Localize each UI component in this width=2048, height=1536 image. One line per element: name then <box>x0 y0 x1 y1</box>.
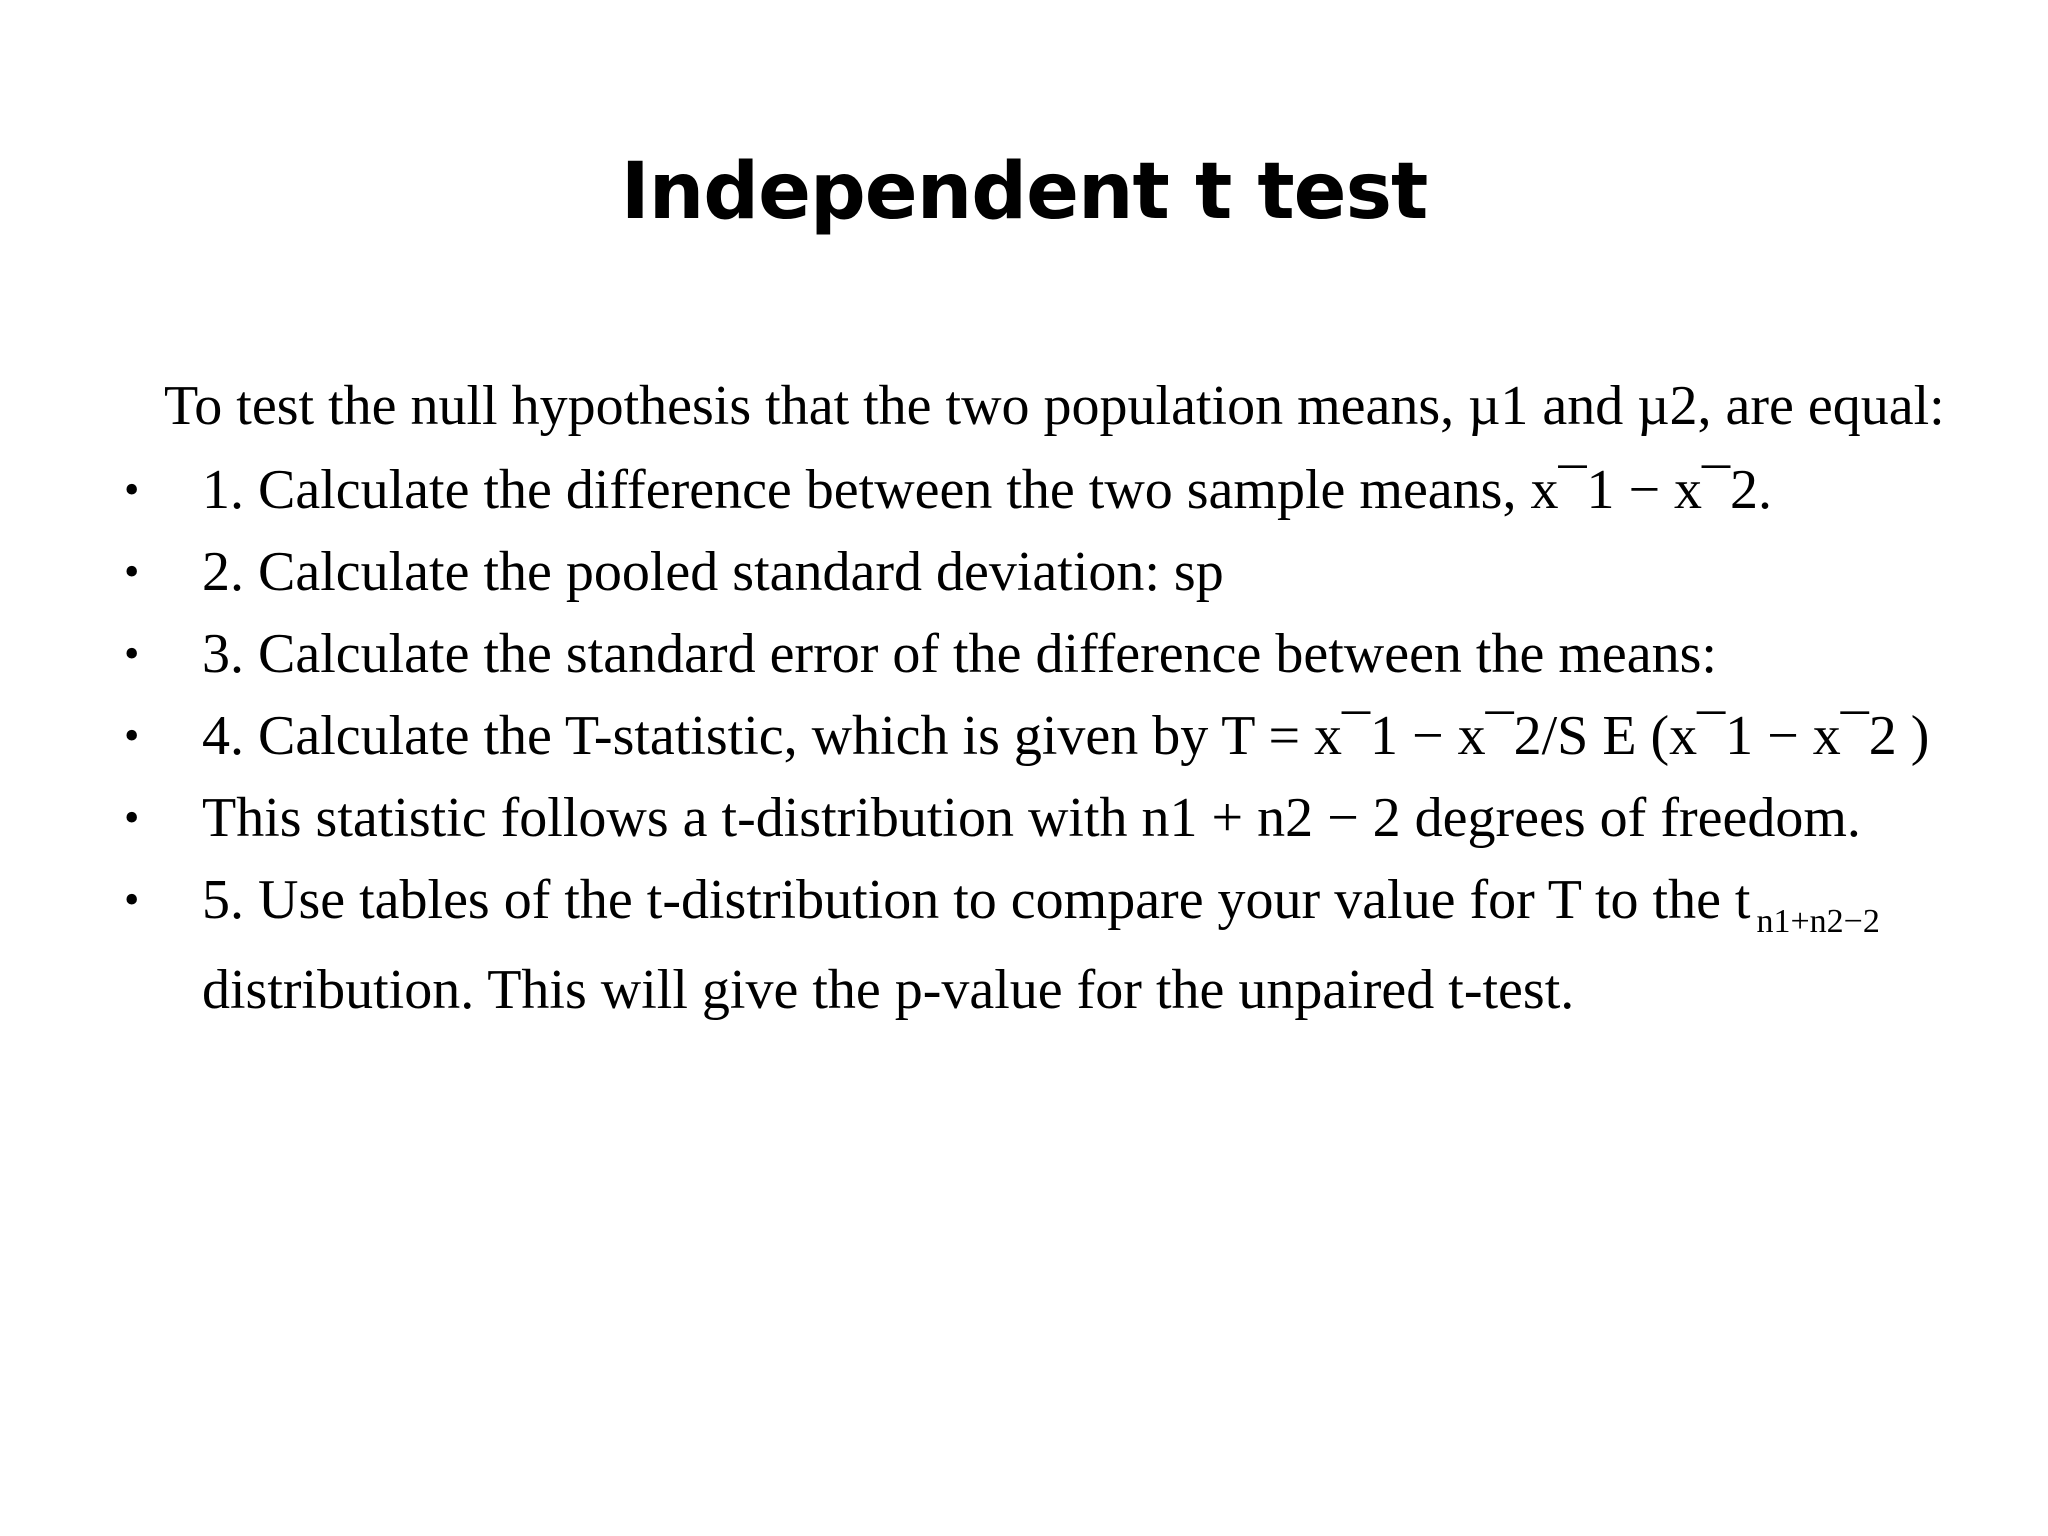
list-item <box>124 620 1984 688</box>
bullet-icon: • <box>124 547 140 596</box>
slide-body <box>124 372 1984 1038</box>
list-item-text: 4. Calculate the T-statistic, which is given by T = x¯1 − x¯2/S E (x¯1 − x¯2 ) <box>202 705 1930 767</box>
list-item-text: This statistic follows a t-distribution with n1 + n2 − 2 degrees of freedom. <box>202 787 1861 849</box>
bullet-icon: • <box>124 629 140 678</box>
list-item-text: 2. Calculate the pooled standard deviation: sp <box>202 541 1224 603</box>
list-item-text: 1. Calculate the difference between the two sample means, x¯1 − x¯2. <box>202 459 1773 521</box>
list-item-text: 5. Use tables of the t-distribution to compare your value for T to the t <box>202 869 1751 931</box>
list-item <box>124 784 1984 852</box>
list-item <box>124 702 1984 770</box>
slide-title: Independent t test <box>620 147 1428 237</box>
bullet-icon: • <box>124 793 140 842</box>
bullet-icon: • <box>124 711 140 760</box>
bullet-list <box>124 456 1984 1024</box>
list-item <box>124 866 1984 1024</box>
bullet-icon: • <box>124 465 140 514</box>
list-item-continuation: distribution. This will give the p-value for the unpaired t-test. <box>202 959 1575 1021</box>
intro-paragraph: To test the null hypothesis that the two population means, µ1 and µ2, are equal: <box>164 375 1945 437</box>
list-item-text: 3. Calculate the standard error of the difference between the means: <box>202 623 1717 685</box>
subscript-text: n1+n2−2 <box>1756 903 1880 940</box>
list-item <box>124 538 1984 606</box>
bullet-icon: • <box>124 875 140 924</box>
list-item <box>124 456 1984 524</box>
